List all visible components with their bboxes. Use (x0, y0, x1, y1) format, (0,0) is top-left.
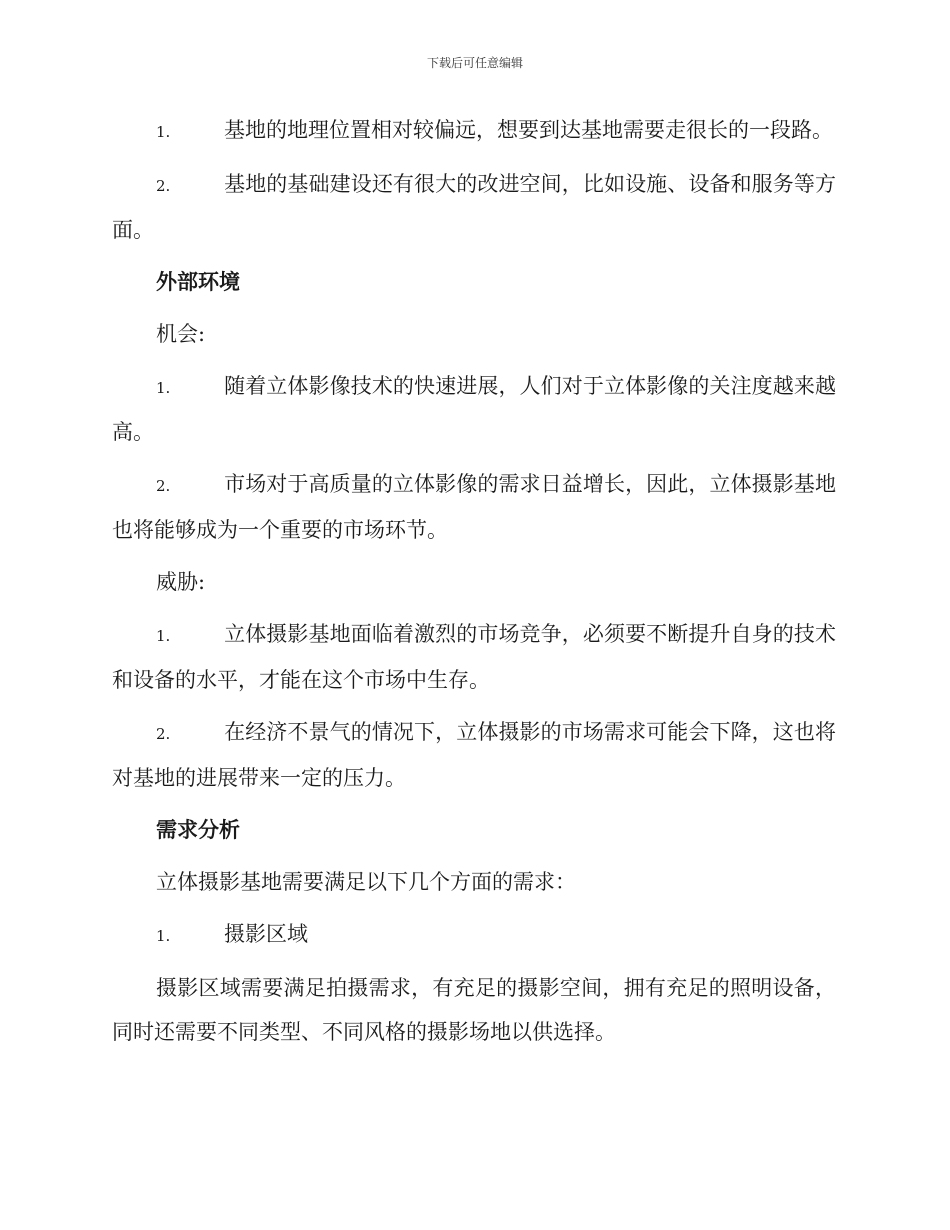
list-text: 市场对于高质量的立体影像的需求日益增长，因此，立体摄影基地也将能够成为一个重要的市场环节。 (112, 472, 836, 542)
list-text: 随着立体影像技术的快速进展，人们对于立体影像的关注度越来越高。 (112, 374, 836, 444)
section-heading-demand: 需求分析 (156, 817, 240, 842)
list-item (112, 108, 836, 154)
opportunity-label: 机会: (156, 322, 206, 346)
list-item (112, 162, 836, 252)
list-number: 2. (156, 477, 171, 495)
list-text: 立体摄影基地面临着激烈的市场竞争，必须要不断提升自身的技术和设备的水平，才能在这个市场中生存。 (112, 622, 836, 692)
list-number: 1. (156, 627, 171, 645)
list-item (112, 912, 836, 958)
list-item (112, 612, 836, 702)
demand-intro: 立体摄影基地需要满足以下几个方面的需求： (156, 870, 576, 894)
list-item (112, 710, 836, 800)
list-text: 摄影区域 (224, 922, 308, 946)
list-number: 2. (156, 725, 171, 743)
list-text: 基地的基础建设还有很大的改进空间，比如设施、设备和服务等方面。 (112, 172, 836, 242)
header-note: 下载后可任意编辑 (426, 56, 523, 70)
list-number: 1. (156, 379, 171, 397)
list-number: 1. (156, 123, 171, 141)
section-heading-external: 外部环境 (156, 269, 240, 294)
list-item (112, 364, 836, 454)
list-text: 基地的地理位置相对较偏远，想要到达基地需要走很长的一段路。 (224, 118, 833, 142)
demand-paragraph: 摄影区域需要满足拍摄需求，有充足的摄影空间，拥有充足的照明设备，同时还需要不同类型、不同风格的摄影场地以供选择。 (112, 976, 836, 1044)
list-number: 2. (156, 177, 171, 195)
list-item (112, 462, 836, 552)
list-number: 1. (156, 927, 171, 945)
list-text: 在经济不景气的情况下，立体摄影的市场需求可能会下降，这也将对基地的进展带来一定的压力。 (112, 720, 836, 790)
threat-label: 威胁: (156, 570, 206, 594)
document-body (112, 108, 836, 1062)
